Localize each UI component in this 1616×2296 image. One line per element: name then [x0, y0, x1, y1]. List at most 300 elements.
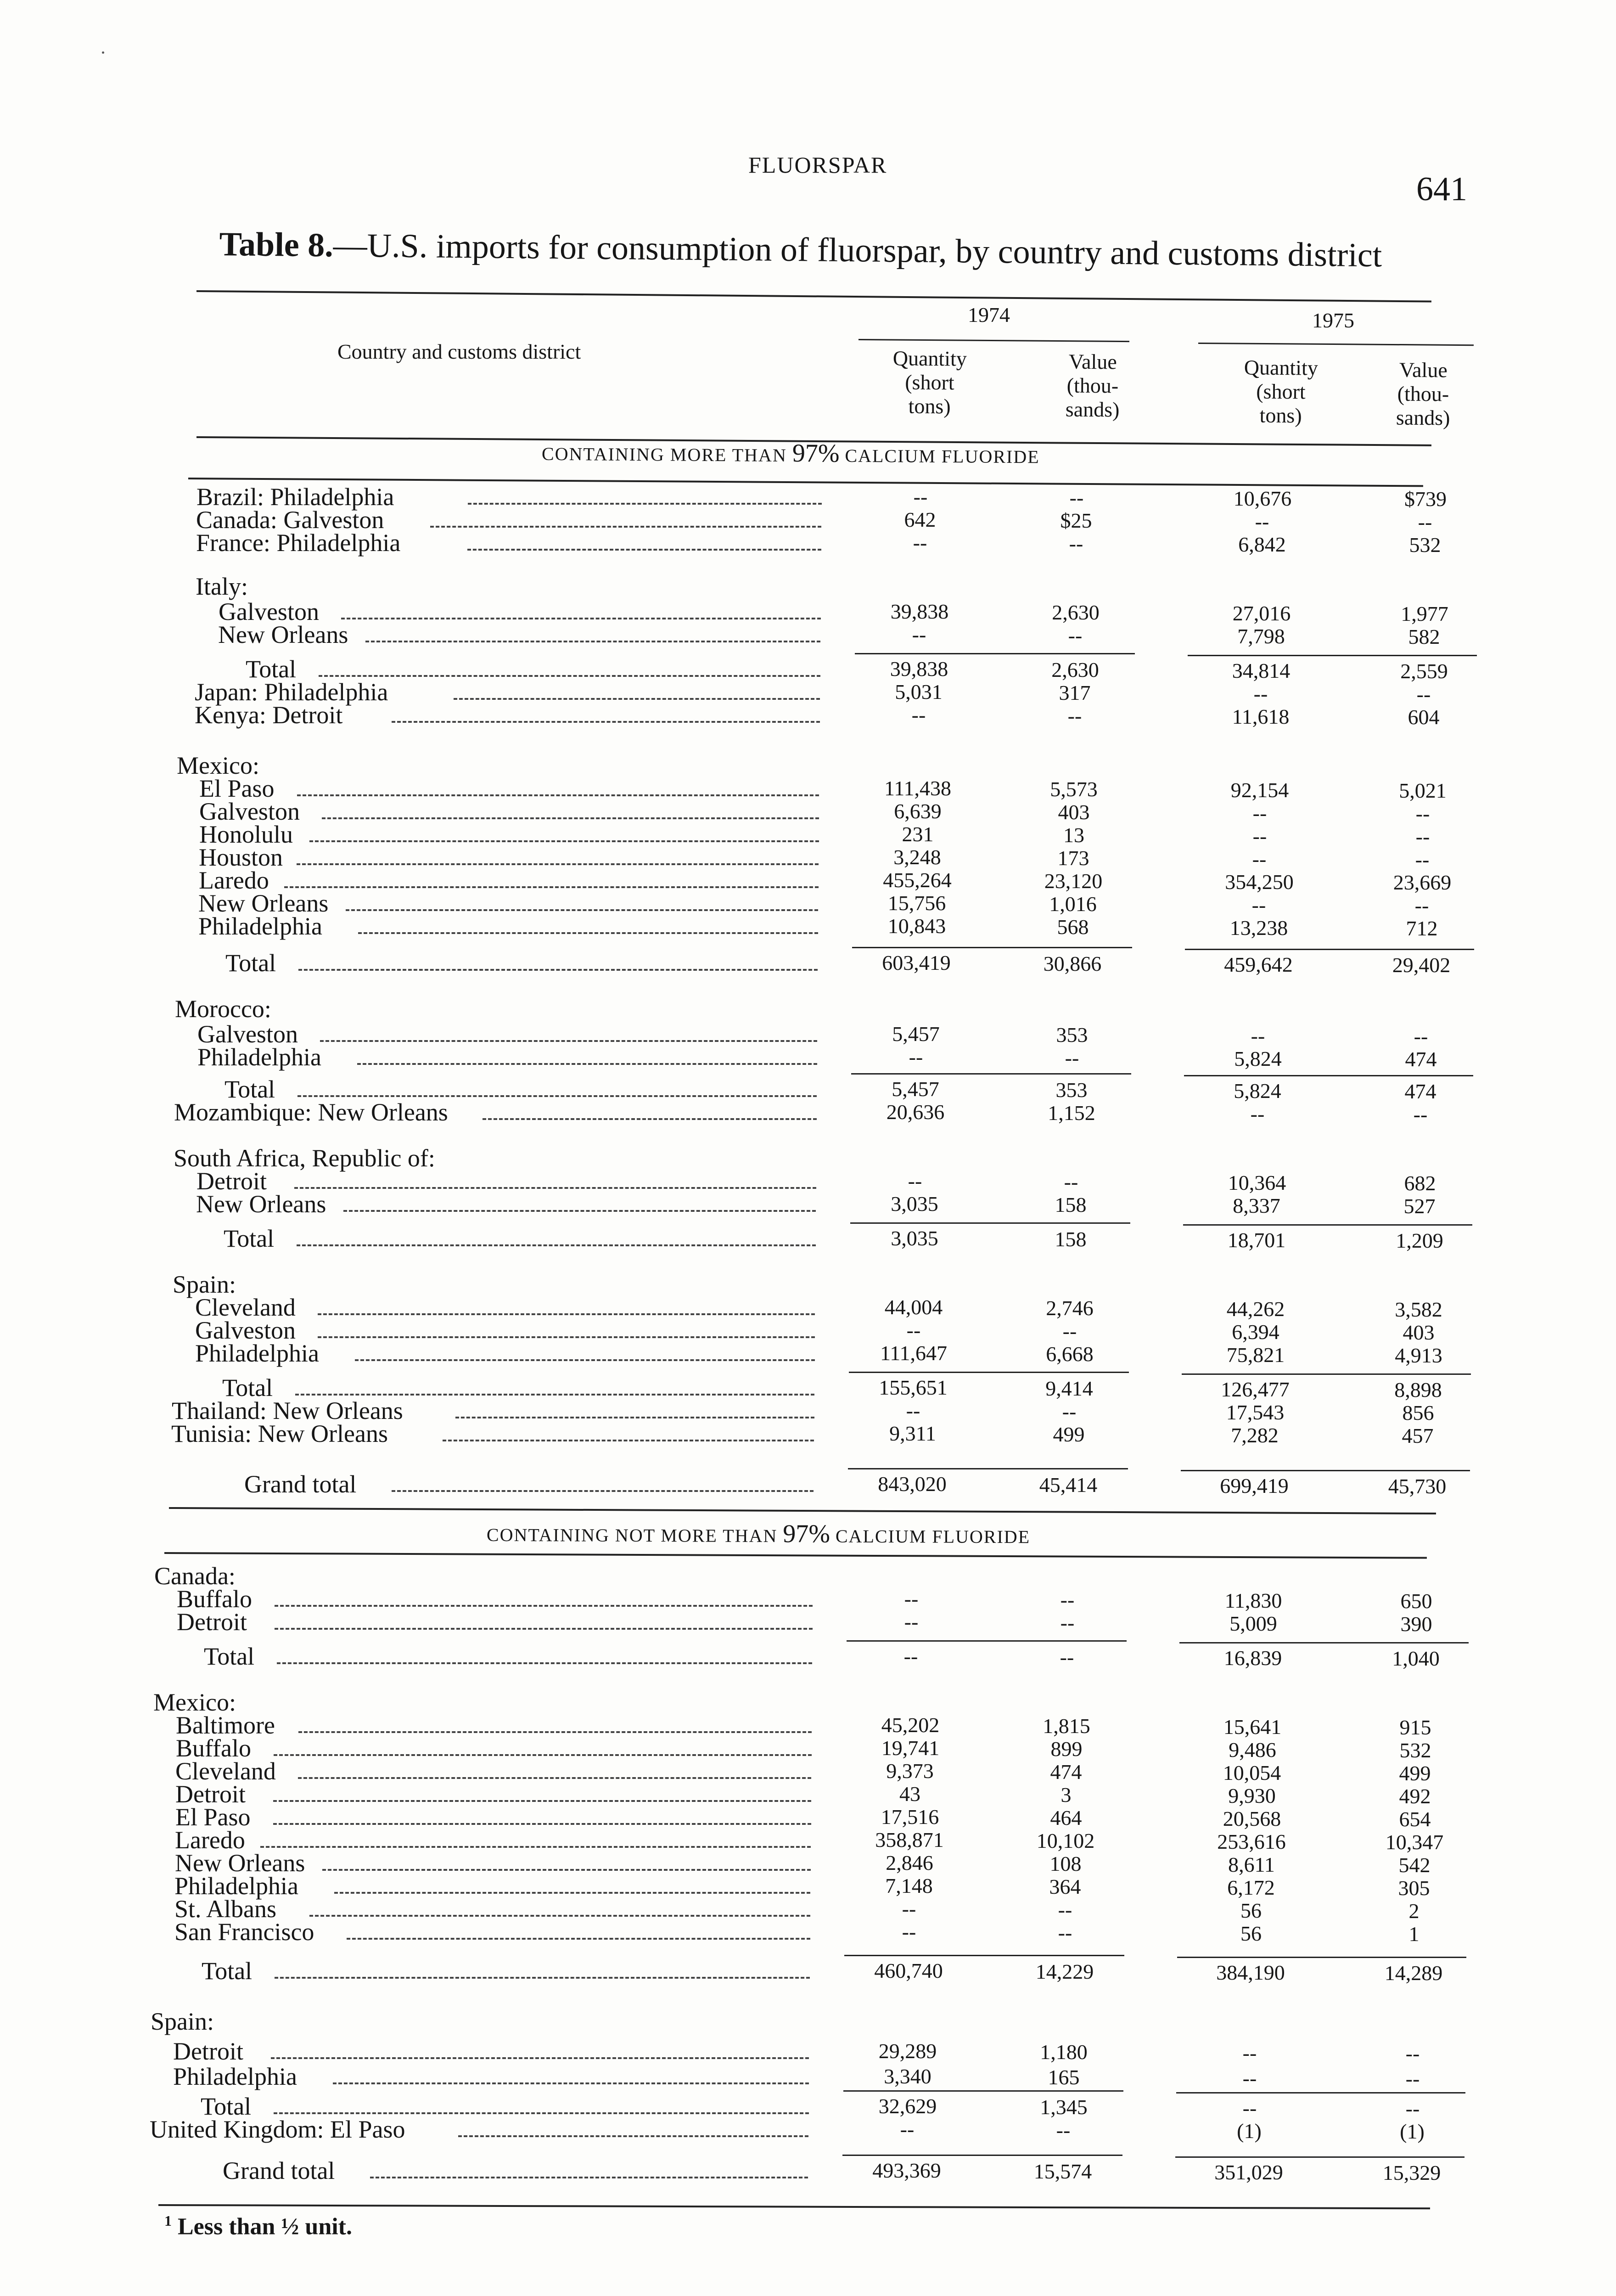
dot-leader [357, 1063, 817, 1065]
dot-leader [455, 1417, 814, 1418]
row-label: Laredo [199, 867, 269, 894]
quantity-1974-cell: 231 [902, 822, 934, 846]
value-1974-cell: 5,573 [1050, 777, 1098, 801]
dot-leader [443, 1440, 814, 1441]
value-1974-cell: -- [1056, 2118, 1071, 2142]
value-1975-cell: 2 [1408, 1899, 1420, 1923]
quantity-1975-cell: (1) [1237, 2119, 1262, 2143]
quantity-1975-cell: 5,824 [1234, 1079, 1281, 1103]
footnote-mark: 1 [164, 2212, 172, 2229]
total-rule [855, 653, 1135, 654]
total-rule [844, 1955, 1124, 1956]
quantity-1974-cell: 358,871 [875, 1828, 944, 1851]
row-label: Grand total [244, 1470, 357, 1498]
quantity-1975-cell: -- [1242, 2066, 1257, 2090]
row-label: South Africa, Republic of: [174, 1144, 435, 1172]
total-rule [1176, 2092, 1465, 2093]
quantity-1974-cell: 3,340 [884, 2065, 931, 2088]
total-rule [1182, 1373, 1471, 1375]
dot-leader [294, 1187, 816, 1189]
value-1975-cell: 45,730 [1388, 1474, 1447, 1498]
row-label: Cleveland [195, 1294, 296, 1321]
dot-leader [341, 618, 821, 619]
row-label: Canada: [154, 1562, 236, 1590]
quantity-1975-cell: 9,930 [1228, 1784, 1276, 1807]
value-1975-cell: -- [1405, 2042, 1420, 2065]
quantity-1974-cell: 111,438 [884, 777, 952, 800]
dot-leader [295, 1394, 814, 1396]
dot-leader [483, 1118, 817, 1120]
dot-leader [333, 2082, 809, 2084]
table-title-label: Table 8. [219, 225, 334, 264]
row-label: El Paso [175, 1803, 251, 1831]
value-1974-cell: 3 [1060, 1783, 1072, 1806]
total-rule [1184, 1075, 1473, 1076]
dot-leader [365, 641, 820, 642]
row-label: Total [204, 1643, 255, 1670]
row-label: Galveston [199, 798, 300, 825]
quantity-1974-cell: 3,035 [891, 1192, 938, 1216]
quantity-1975-cell: -- [1255, 510, 1269, 533]
value-1974-cell: 1,152 [1048, 1101, 1095, 1125]
quantity-1974-cell: 43 [899, 1782, 920, 1806]
value-1974-cell: -- [1065, 1046, 1079, 1069]
dot-leader [454, 698, 820, 700]
row-label: Galveston [219, 598, 319, 625]
row-label: Philadelphia [174, 1872, 298, 1900]
quantity-1974-cell: 5,457 [892, 1077, 939, 1101]
value-1975-cell: 8,898 [1394, 1378, 1442, 1401]
quantity-1975-cell: 92,154 [1230, 778, 1289, 802]
quantity-1975-cell: 75,821 [1226, 1343, 1285, 1367]
value-1975-cell: 10,347 [1385, 1830, 1444, 1854]
row-label: New Orleans [198, 889, 329, 917]
quantity-1974-cell: -- [904, 1587, 919, 1610]
value-1975-cell: 14,289 [1384, 1961, 1443, 1985]
section-heading-more-than: CONTAINING MORE THAN 97% CALCIUM FLUORIDE [541, 439, 1040, 468]
dot-leader [297, 1095, 817, 1097]
quantity-1975-cell: 5,824 [1234, 1047, 1282, 1070]
quantity-1974-cell: -- [904, 1610, 919, 1633]
value-1975-cell: -- [1415, 848, 1430, 871]
row-label: Spain: [173, 1271, 236, 1298]
value-1975-cell: -- [1405, 2067, 1420, 2090]
quantity-1974-cell: 493,369 [872, 2159, 941, 2182]
row-label: Thailand: New Orleans [172, 1397, 403, 1424]
quantity-1975-cell: 11,830 [1224, 1589, 1282, 1612]
quantity-1974-cell: -- [911, 703, 926, 726]
quantity-1975-cell: 20,568 [1223, 1807, 1281, 1830]
quantity-1975-cell: -- [1252, 801, 1267, 825]
value-1975-cell: -- [1418, 510, 1432, 534]
value-1975-cell: 29,402 [1392, 953, 1451, 977]
row-label: Detroit [177, 1608, 247, 1636]
quantity-1974-cell: 17,516 [881, 1805, 939, 1829]
row-label: San Francisco [174, 1918, 314, 1946]
row-label: Total [201, 2093, 252, 2120]
value-1974-cell: 9,414 [1045, 1377, 1093, 1400]
quantity-1974-cell: 843,020 [878, 1472, 947, 1496]
value-1975-cell: 403 [1403, 1321, 1435, 1344]
row-label: Brazil: Philadelphia [196, 483, 394, 511]
dot-leader [347, 1938, 810, 1940]
dot-leader [260, 1846, 811, 1848]
quantity-1974-cell: 20,636 [886, 1100, 945, 1124]
dot-leader [430, 526, 821, 528]
row-label: Total [222, 1374, 273, 1401]
total-rule [1185, 949, 1474, 950]
stub-header: Country and customs district [337, 340, 581, 363]
total-rule [1175, 2156, 1464, 2158]
value-1974-cell: 899 [1050, 1737, 1083, 1761]
year-1974: 1974 [968, 303, 1010, 326]
section-heading-not-more-than: CONTAINING NOT MORE THAN 97% CALCIUM FLUORIDE [486, 1519, 1031, 1548]
value-1974-cell: -- [1068, 624, 1083, 647]
value-1975-cell: 542 [1398, 1853, 1431, 1877]
value-1975-cell: 915 [1399, 1716, 1431, 1739]
value-1975-cell: -- [1416, 682, 1431, 706]
value-1975-cell: 5,021 [1399, 779, 1447, 802]
value-1974-cell: -- [1069, 532, 1083, 555]
value-1974-cell: 403 [1058, 800, 1090, 824]
quantity-1974-cell: 6,639 [894, 799, 942, 823]
quantity-1974-cell: 3,248 [893, 845, 941, 869]
quantity-1975-cell: -- [1251, 893, 1266, 917]
dot-leader [468, 503, 822, 505]
quantity-1975-cell: -- [1250, 1102, 1265, 1125]
quantity-1975-cell: 7,798 [1237, 625, 1285, 648]
quantity-1974-cell: 10,843 [887, 914, 946, 938]
dot-leader [275, 1628, 813, 1630]
total-rule [842, 2155, 1122, 2156]
table-bottom-rule [158, 2204, 1430, 2209]
section2-rule [164, 1552, 1427, 1559]
value-1974-cell: 173 [1057, 846, 1089, 870]
dot-leader [297, 1244, 816, 1246]
value-1974-cell: -- [1064, 1170, 1078, 1193]
total-rule [1181, 1470, 1470, 1471]
dot-leader [392, 1490, 814, 1492]
row-label: Spain: [151, 2008, 214, 2035]
quantity-1975-cell: 56 [1240, 1899, 1262, 1922]
value-1974-cell: 2,630 [1051, 658, 1099, 681]
value-1974-cell: 353 [1055, 1078, 1088, 1102]
value-1975-cell: 712 [1406, 917, 1438, 940]
value-1974-cell: 1,180 [1040, 2040, 1088, 2064]
row-label: New Orleans [218, 621, 348, 648]
quantity-1974-cell: 9,373 [886, 1759, 934, 1783]
value-1974-cell: 568 [1057, 915, 1089, 939]
quantity-1975-cell: 5,009 [1229, 1612, 1277, 1635]
footnote [164, 2212, 352, 2240]
value-1974-cell: 474 [1050, 1760, 1082, 1784]
value-1975-cell: 1,209 [1396, 1229, 1443, 1252]
quantity-1975-cell: 384,190 [1216, 1961, 1285, 1984]
dot-leader [355, 1359, 815, 1361]
quantity-1974-cell: 39,838 [890, 600, 949, 623]
year-1974-rule [858, 339, 1129, 342]
dot-leader [322, 1869, 811, 1871]
year-1975: 1975 [1312, 309, 1354, 332]
quantity-1974-cell: 45,202 [881, 1713, 940, 1737]
table-title-text: —U.S. imports for consumption of fluorspar, by country and customs district [333, 226, 1382, 275]
quantity-1974-cell: 155,651 [879, 1376, 948, 1399]
dot-leader [298, 969, 818, 971]
quantity-1975-cell: 13,238 [1229, 916, 1288, 940]
quantity-1975-cell: 10,364 [1228, 1171, 1286, 1194]
value-1975-cell: -- [1415, 825, 1430, 848]
value-1974-cell: 464 [1050, 1806, 1082, 1829]
dot-leader [271, 2057, 809, 2059]
row-label: Honolulu [199, 821, 293, 848]
quantity-1974-cell: 32,629 [878, 2094, 937, 2118]
quantity-1975-cell: 17,543 [1226, 1401, 1285, 1424]
row-label: Japan: Philadelphia [195, 678, 388, 706]
dot-leader [297, 863, 819, 865]
quantity-1974-cell: 5,457 [892, 1022, 940, 1046]
dot-leader [358, 932, 818, 934]
quantity-1975-cell: 9,486 [1229, 1738, 1276, 1761]
value-1974-cell: 1,016 [1049, 892, 1097, 916]
value-1974-cell: 317 [1059, 681, 1091, 704]
quantity-1975-cell: 18,701 [1227, 1228, 1286, 1252]
value-1974-cell: -- [1058, 1921, 1072, 1944]
row-label: Canada: Galveston [196, 506, 384, 534]
row-label: Total [202, 1957, 252, 1985]
quantity-1975-cell: 11,618 [1232, 705, 1290, 728]
value-1974-cell: 165 [1048, 2065, 1080, 2089]
total-rule [849, 1372, 1129, 1373]
row-label: Philadelphia [197, 1043, 321, 1071]
dot-leader [334, 1892, 810, 1894]
value-1974-cell: -- [1060, 1645, 1074, 1669]
row-label: New Orleans [196, 1190, 326, 1218]
total-rule [1177, 1957, 1466, 1958]
quantity-1974-cell: 15,756 [887, 891, 946, 915]
quantity-1975-cell: 8,337 [1233, 1194, 1280, 1217]
total-rule [852, 947, 1132, 948]
quantity-1974-cell: -- [903, 1644, 918, 1668]
row-label: Kenya: Detroit [195, 701, 343, 729]
value-1975-cell: -- [1415, 802, 1430, 825]
value-1974-cell: 45,414 [1039, 1473, 1098, 1497]
dot-leader [274, 1754, 812, 1756]
dot-leader [297, 794, 819, 796]
quantity-1975-cell: 27,016 [1232, 602, 1291, 625]
dot-leader [319, 675, 820, 677]
header-quantity-1974: Quantity (short tons) [892, 346, 967, 418]
quantity-1975-cell: -- [1242, 2041, 1257, 2065]
quantity-1974-cell: -- [902, 1920, 916, 1943]
row-label: Total [246, 655, 297, 683]
row-label: Philadelphia [198, 912, 322, 940]
quantity-1975-cell: -- [1253, 682, 1268, 705]
row-label: Grand total [223, 2157, 335, 2184]
row-label: France: Philadelphia [196, 529, 401, 557]
value-1974-cell: 499 [1053, 1423, 1085, 1446]
quantity-1975-cell: -- [1252, 824, 1267, 848]
value-1975-cell: 23,669 [1393, 871, 1452, 894]
dot-leader [277, 1662, 812, 1664]
dot-leader [275, 1977, 810, 1979]
quantity-1974-cell: 460,740 [874, 1959, 943, 1982]
row-label: St. Albans [174, 1895, 277, 1923]
value-1975-cell: 582 [1408, 625, 1440, 648]
value-1974-cell: -- [1060, 1611, 1075, 1634]
quantity-1974-cell: 111,647 [880, 1341, 948, 1365]
total-rule [1179, 1642, 1469, 1643]
quantity-1974-cell: 19,741 [881, 1736, 940, 1760]
quantity-1975-cell: -- [1252, 847, 1267, 871]
value-1975-cell: 499 [1399, 1761, 1431, 1785]
value-1974-cell: 10,102 [1036, 1829, 1095, 1852]
value-1974-cell: 108 [1049, 1852, 1082, 1875]
dot-leader [318, 1336, 815, 1338]
dot-leader [343, 1210, 816, 1212]
quantity-1974-cell: -- [913, 485, 928, 508]
row-label: Buffalo [176, 1734, 251, 1762]
total-rule [1188, 655, 1477, 656]
row-label: Total [224, 1075, 275, 1103]
row-label: Detroit [173, 2037, 243, 2065]
value-1974-cell: -- [1067, 704, 1082, 727]
quantity-1974-cell: -- [906, 1318, 921, 1342]
row-label: Cleveland [175, 1757, 276, 1785]
dot-leader [275, 1605, 813, 1607]
row-label: Total [224, 1225, 275, 1252]
quantity-1975-cell: 6,842 [1238, 533, 1286, 556]
value-1975-cell: 474 [1404, 1080, 1436, 1103]
dot-leader [370, 2177, 808, 2178]
quantity-1975-cell: 6,394 [1232, 1320, 1279, 1344]
quantity-1975-cell: 699,419 [1220, 1474, 1289, 1497]
footnote-text: Less than ½ unit. [178, 2213, 352, 2240]
quantity-1975-cell: 8,611 [1228, 1853, 1275, 1876]
value-1974-cell: 6,668 [1046, 1342, 1094, 1366]
row-label: Detroit [196, 1167, 267, 1195]
row-label: Mexico: [177, 752, 259, 779]
value-1975-cell: (1) [1400, 2120, 1425, 2143]
total-rule [847, 1640, 1127, 1642]
value-1975-cell: -- [1405, 2097, 1420, 2120]
quantity-1975-cell: 126,477 [1221, 1378, 1290, 1401]
total-rule [850, 1222, 1130, 1224]
section1-bottom-rule [169, 1507, 1436, 1514]
value-1975-cell: 1,040 [1392, 1647, 1440, 1670]
value-1975-cell: 1 [1408, 1922, 1420, 1946]
value-1975-cell: 3,582 [1395, 1298, 1442, 1321]
scan-speck [102, 51, 104, 54]
row-label: United Kingdom: El Paso [150, 2116, 405, 2143]
quantity-1974-cell: -- [913, 531, 927, 554]
quantity-1974-cell: 9,311 [889, 1422, 936, 1445]
dot-leader [273, 1800, 811, 1802]
dot-leader [458, 2135, 808, 2137]
quantity-1974-cell: -- [900, 2117, 915, 2141]
value-1974-cell: -- [1069, 486, 1084, 509]
dot-leader [320, 1040, 817, 1042]
value-1974-cell: 2,630 [1052, 601, 1100, 624]
quantity-1974-cell: -- [909, 1045, 923, 1069]
row-label: Laredo [175, 1826, 245, 1854]
dot-leader [322, 817, 819, 819]
total-rule [848, 1468, 1128, 1469]
value-1974-cell: 364 [1049, 1875, 1081, 1898]
value-1975-cell: 604 [1408, 705, 1440, 729]
dot-leader [273, 1823, 811, 1825]
value-1975-cell: 390 [1400, 1612, 1432, 1636]
row-label: New Orleans [175, 1849, 305, 1877]
value-1975-cell: 457 [1402, 1424, 1434, 1447]
row-label: Galveston [197, 1020, 298, 1048]
value-1975-cell: $739 [1404, 487, 1447, 511]
total-rule [851, 1073, 1131, 1075]
dot-leader [284, 886, 819, 888]
value-1974-cell: $25 [1060, 509, 1092, 532]
dot-leader [309, 840, 819, 842]
dot-leader [346, 909, 818, 911]
quantity-1975-cell: -- [1242, 2096, 1257, 2120]
quantity-1974-cell: -- [906, 1399, 920, 1422]
value-1974-cell: 2,746 [1046, 1296, 1094, 1320]
quantity-1975-cell: 44,262 [1226, 1297, 1285, 1321]
quantity-1975-cell: 15,641 [1223, 1715, 1282, 1739]
header-quantity-1975: Quantity (short tons) [1244, 355, 1319, 428]
value-1975-cell: 4,913 [1395, 1344, 1442, 1367]
value-1975-cell: -- [1414, 1024, 1428, 1048]
row-label: Total [225, 949, 276, 977]
quantity-1974-cell: 44,004 [884, 1295, 943, 1319]
row-label: Baltimore [176, 1711, 275, 1739]
value-1975-cell: 532 [1399, 1739, 1431, 1762]
value-1975-cell: 15,329 [1382, 2161, 1441, 2184]
row-label: El Paso [199, 775, 275, 802]
quantity-1975-cell: 10,054 [1223, 1761, 1281, 1784]
value-1974-cell: 1,345 [1040, 2095, 1088, 2119]
value-1975-cell: 305 [1398, 1876, 1430, 1900]
quantity-1975-cell: 34,814 [1232, 659, 1291, 682]
quantity-1974-cell: 642 [904, 508, 936, 531]
value-1974-cell: 23,120 [1044, 869, 1103, 893]
value-1975-cell: 532 [1409, 533, 1441, 557]
value-1974-cell: 15,574 [1033, 2160, 1092, 2183]
dot-leader [467, 549, 821, 551]
quantity-1974-cell: 3,035 [891, 1227, 938, 1250]
year-1975-rule [1198, 343, 1474, 346]
value-1975-cell: 474 [1405, 1047, 1437, 1071]
dot-leader [298, 1777, 811, 1779]
value-1974-cell: 158 [1055, 1227, 1087, 1251]
quantity-1974-cell: -- [912, 623, 926, 646]
quantity-1975-cell: 56 [1240, 1922, 1262, 1945]
row-label: Tunisia: New Orleans [171, 1420, 388, 1447]
quantity-1974-cell: 603,419 [882, 951, 951, 974]
quantity-1975-cell: 7,282 [1231, 1424, 1279, 1447]
row-label: Buffalo [177, 1585, 252, 1613]
value-1975-cell: 492 [1399, 1784, 1431, 1808]
row-label: Morocco: [175, 995, 271, 1023]
value-1974-cell: 158 [1055, 1193, 1087, 1216]
row-label: Houston [199, 844, 283, 871]
dot-leader [274, 2112, 809, 2114]
dot-leader [298, 1731, 812, 1733]
value-1975-cell: -- [1414, 894, 1429, 917]
quantity-1974-cell: 5,031 [895, 680, 943, 703]
value-1974-cell: -- [1062, 1400, 1077, 1423]
value-1974-cell: 1,815 [1043, 1714, 1090, 1738]
quantity-1975-cell: 253,616 [1217, 1830, 1286, 1853]
value-1975-cell: 682 [1404, 1171, 1436, 1195]
